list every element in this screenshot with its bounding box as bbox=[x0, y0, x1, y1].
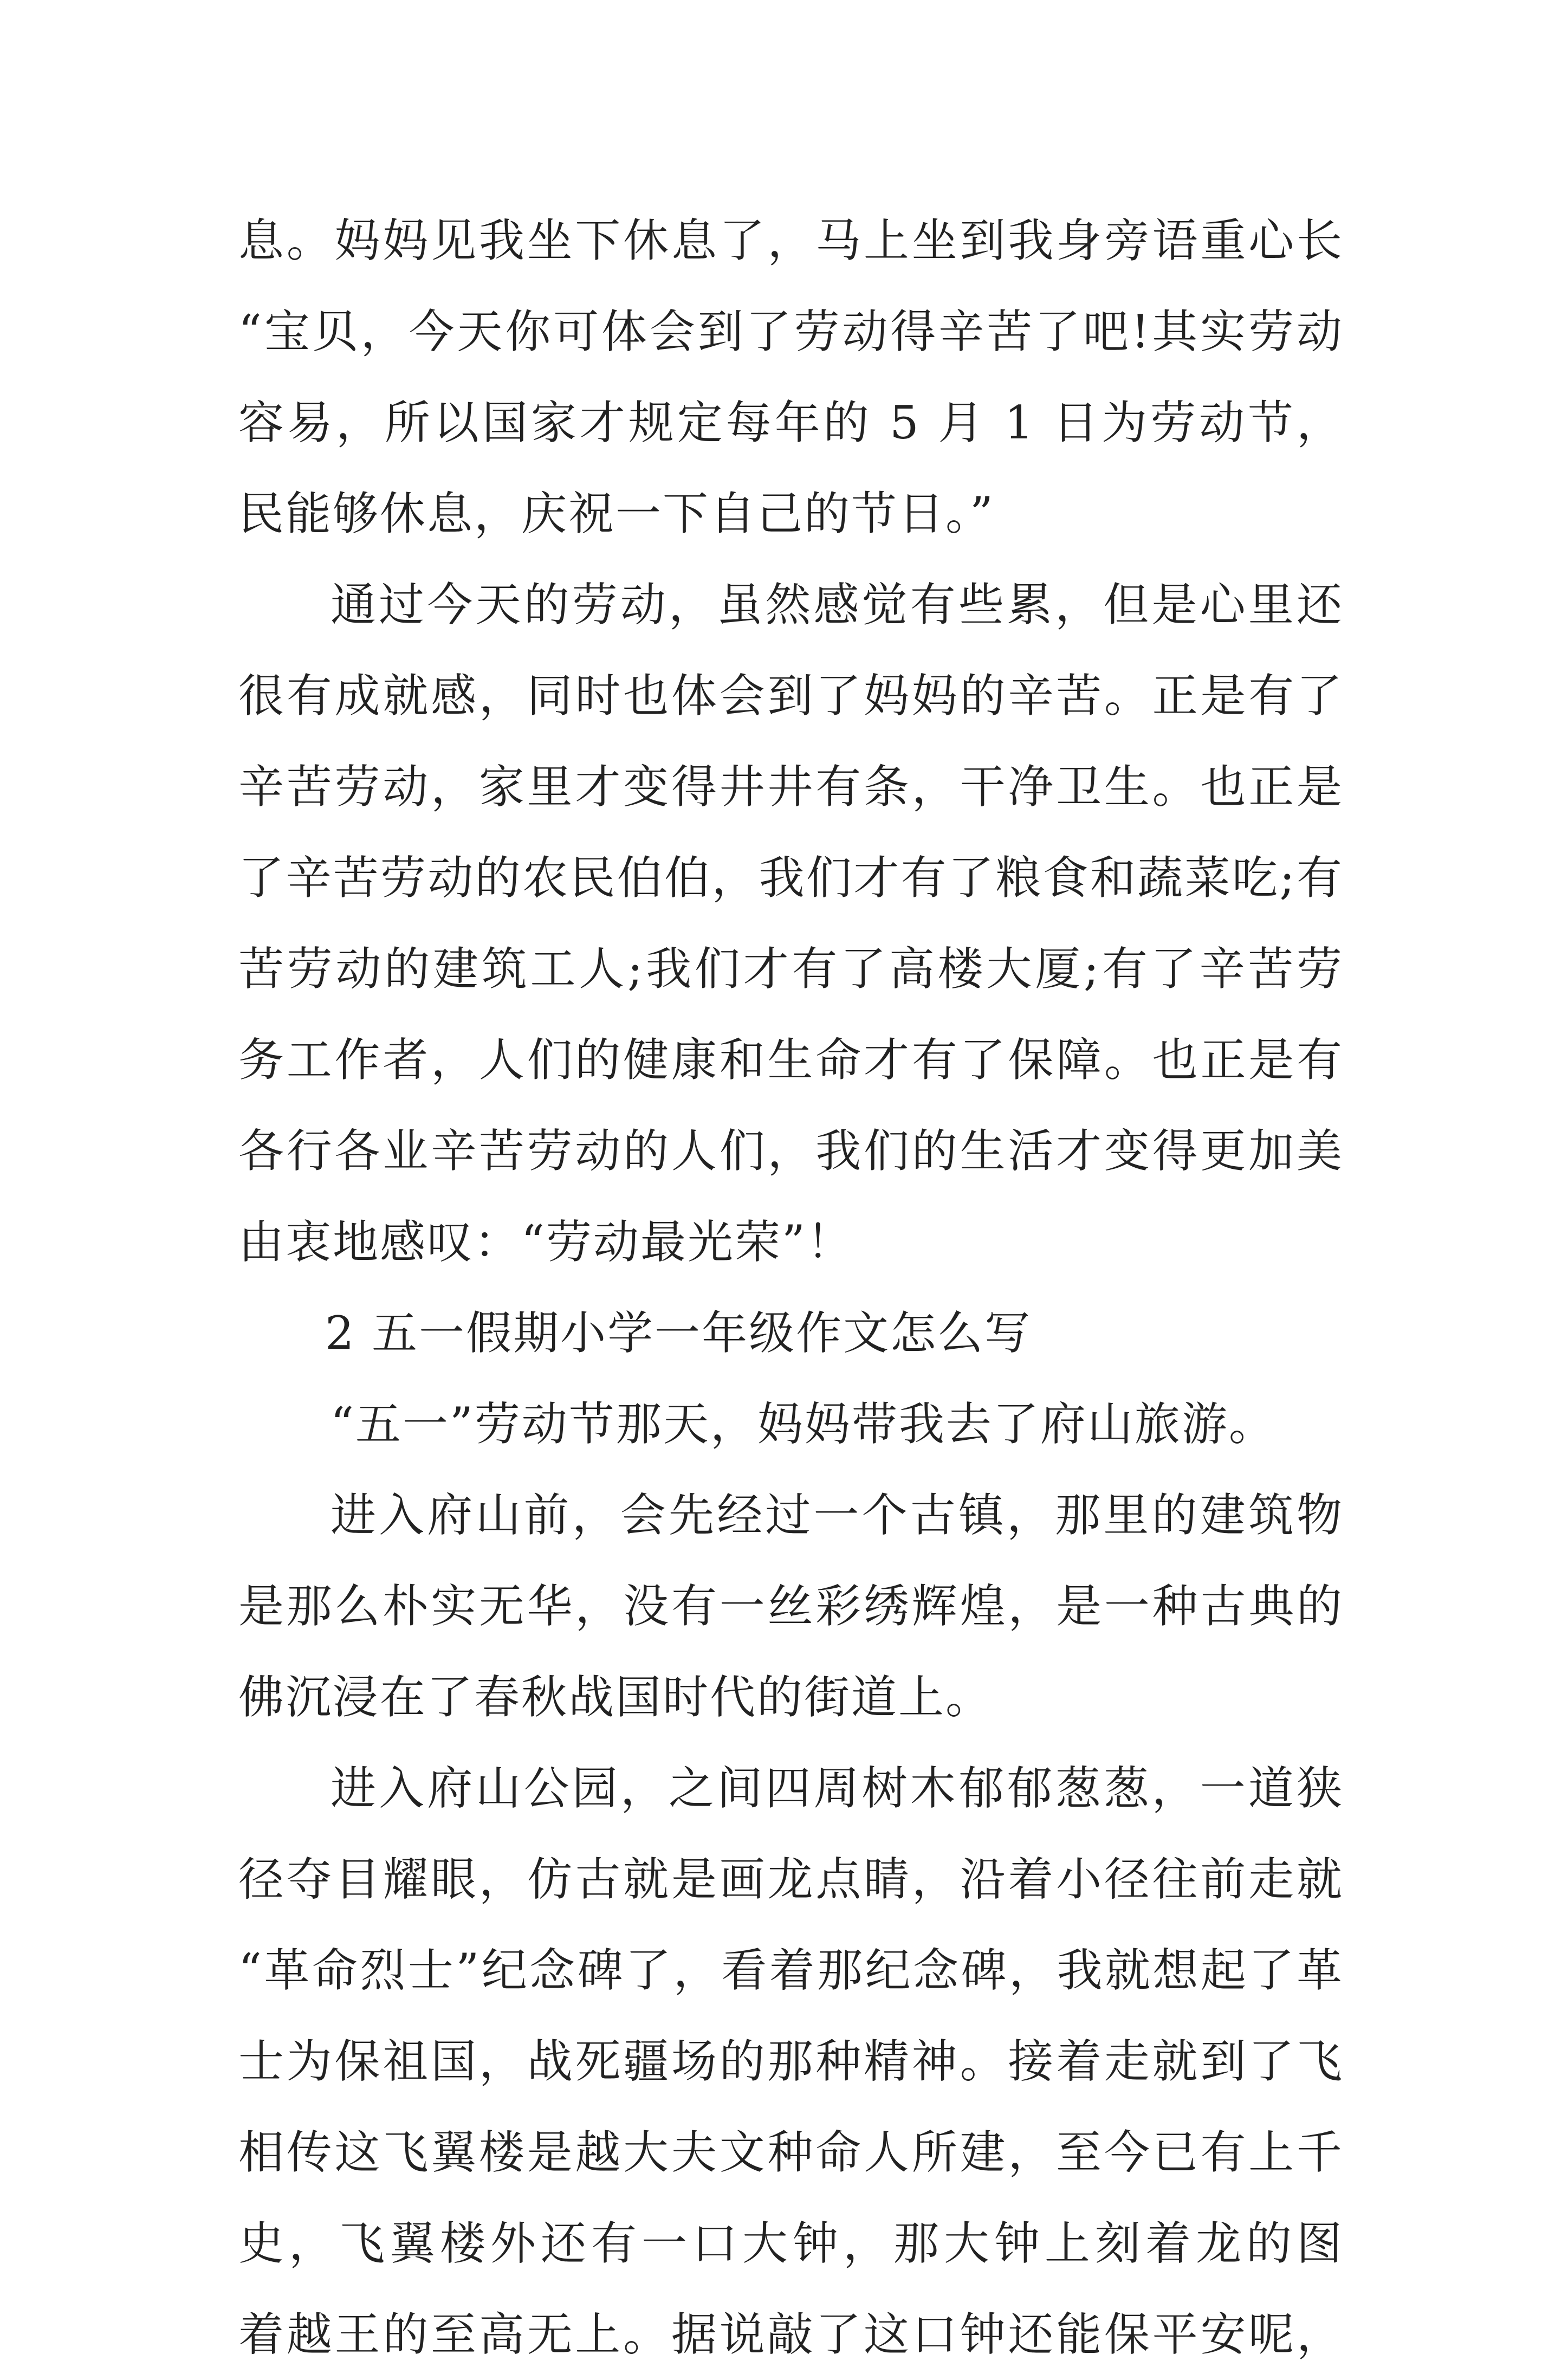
text-line: 各行各业辛苦劳动的人们，我们的生活才变得更加美 bbox=[238, 1124, 1344, 1178]
text-line: 是那么朴实无华，没有一丝彩绣辉煌，是一种古典的 bbox=[238, 1580, 1344, 1633]
text-line: 息。妈妈见我坐下休息了，马上坐到我身旁语重心长 bbox=[238, 214, 1344, 267]
text-line: 很有成就感，同时也体会到了妈妈的辛苦。正是有了 bbox=[238, 669, 1344, 722]
paragraph-start-line: 进入府山公园，之间四周树木郁郁葱葱，一道狭 bbox=[331, 1762, 1344, 1815]
text-line: 民能够休息，庆祝一下自己的节日。” bbox=[238, 487, 995, 540]
text-line: 士为保祖国，战死疆场的那种精神。接着走就到了飞 bbox=[238, 2035, 1344, 2088]
text-line: 史，飞翼楼外还有一口大钟，那大钟上刻着龙的图 bbox=[238, 2217, 1344, 2270]
text-line: 着越王的至高无上。据说敲了这口钟还能保平安呢， bbox=[238, 2308, 1344, 2361]
text-line: “宝贝，今天你可体会到了劳动得辛苦了吧!其实劳动 bbox=[238, 305, 1344, 358]
text-line: 辛苦劳动，家里才变得井井有条，干净卫生。也正是 bbox=[238, 760, 1344, 813]
paragraph-start-line: 进入府山前，会先经过一个古镇，那里的建筑物 bbox=[331, 1489, 1344, 1542]
paragraph-start-line: 通过今天的劳动，虽然感觉有些累，但是心里还 bbox=[331, 578, 1344, 631]
text-line: 径夺目耀眼，仿古就是画龙点睛，沿着小径往前走就 bbox=[238, 1853, 1344, 1906]
text-line: 苦劳动的建筑工人;我们才有了高楼大厦;有了辛苦劳 bbox=[238, 942, 1344, 995]
section-heading: 2 五一假期小学一年级作文怎么写 bbox=[325, 1307, 1032, 1360]
text-line: “革命烈士”纪念碑了，看着那纪念碑，我就想起了革 bbox=[238, 1944, 1344, 1997]
paragraph-start-line: “五一”劳动节那天，妈妈带我去了府山旅游。 bbox=[331, 1398, 1276, 1451]
text-line: 了辛苦劳动的农民伯伯，我们才有了粮食和蔬菜吃;有 bbox=[238, 851, 1344, 904]
text-line: 务工作者，人们的健康和生命才有了保障。也正是有 bbox=[238, 1033, 1344, 1086]
text-line: 由衷地感叹：“劳动最光荣”！ bbox=[238, 1215, 854, 1269]
text-line: 相传这飞翼楼是越大夫文种命人所建，至今已有上千 bbox=[238, 2126, 1344, 2179]
text-line: 佛沉浸在了春秋战国时代的街道上。 bbox=[238, 1671, 993, 1724]
text-line: 容易，所以国家才规定每年的 5 月 1 日为劳动节， bbox=[238, 396, 1344, 449]
essay-text bbox=[238, 195, 1344, 2380]
